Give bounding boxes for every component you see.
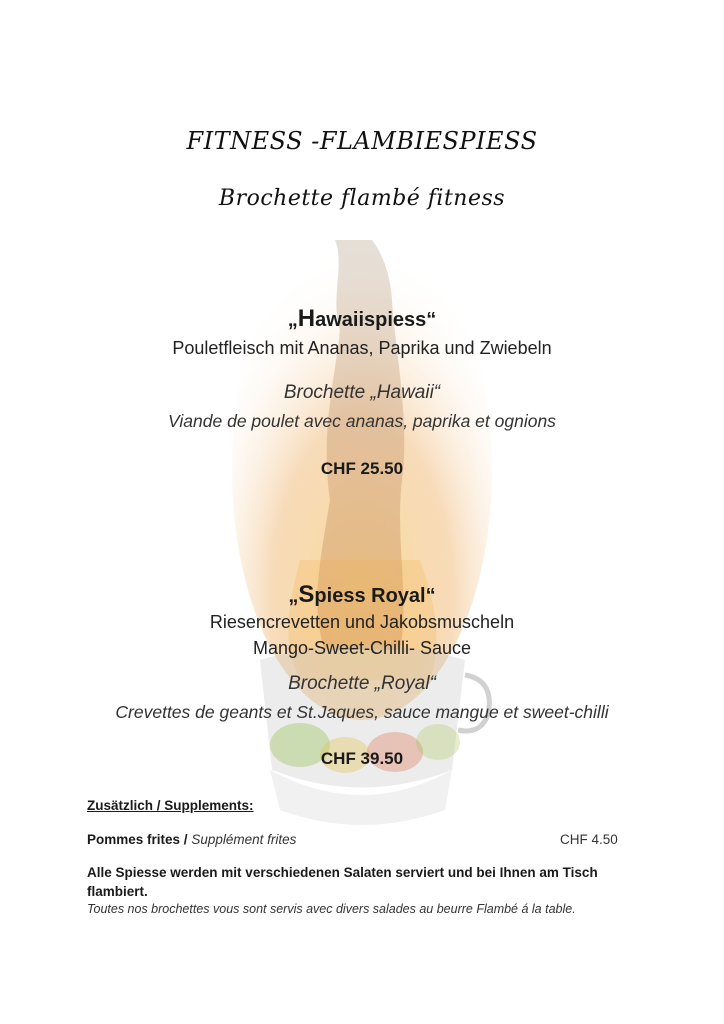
supplement-name: Pommes frites / — [87, 832, 188, 847]
dish-description-line-2: Mango-Sweet-Chilli- Sauce — [252, 638, 472, 658]
dish-name-rest: awaiispiess — [315, 309, 427, 331]
menu-subtitle: Brochette flambé fitness — [218, 186, 506, 211]
dish-name-initial: H — [297, 305, 316, 332]
dish-name-spiess-royal: „Spiess Royal“ — [288, 581, 436, 608]
serving-note-french: Toutes nos brochettes vous sont servis avec divers salades au beurre Flambé á la table. — [87, 902, 576, 916]
supplements-heading: Zusätzlich / Supplements: — [87, 798, 254, 813]
dish-description-french: Viande de poulet avec ananas, paprika et ognions — [168, 411, 556, 431]
serving-note-german: Alle Spiesse werden mit verschiedenen Salaten serviert und bei Ihnen am Tisch flambiert. — [87, 865, 598, 899]
supplement-item — [87, 832, 296, 847]
dish-name-hawaiispiess: „Hawaiispiess“ — [287, 305, 437, 332]
dish-name-french: Brochette „Royal“ — [288, 673, 436, 694]
dish-name-french: Brochette „Hawaii“ — [283, 382, 441, 403]
dish-price: CHF 39.50 — [320, 749, 404, 768]
dish-description-line-1: Riesencrevetten und Jakobsmuscheln — [209, 612, 515, 632]
dish-price: CHF 25.50 — [320, 459, 404, 478]
dish-description: Pouletfleisch mit Ananas, Paprika und Zwiebeln — [172, 338, 552, 358]
menu-title: FITNESS -FLAMBIESPIESS — [186, 127, 538, 155]
dish-name-initial: S — [298, 581, 315, 608]
supplement-price: CHF 4.50 — [560, 832, 618, 847]
supplement-name-french: Supplément frites — [191, 832, 297, 847]
dish-name-rest: piess Royal — [314, 585, 426, 607]
dish-description-french: Crevettes de geants et St.Jaques, sauce mangue et sweet-chilli — [115, 702, 609, 722]
